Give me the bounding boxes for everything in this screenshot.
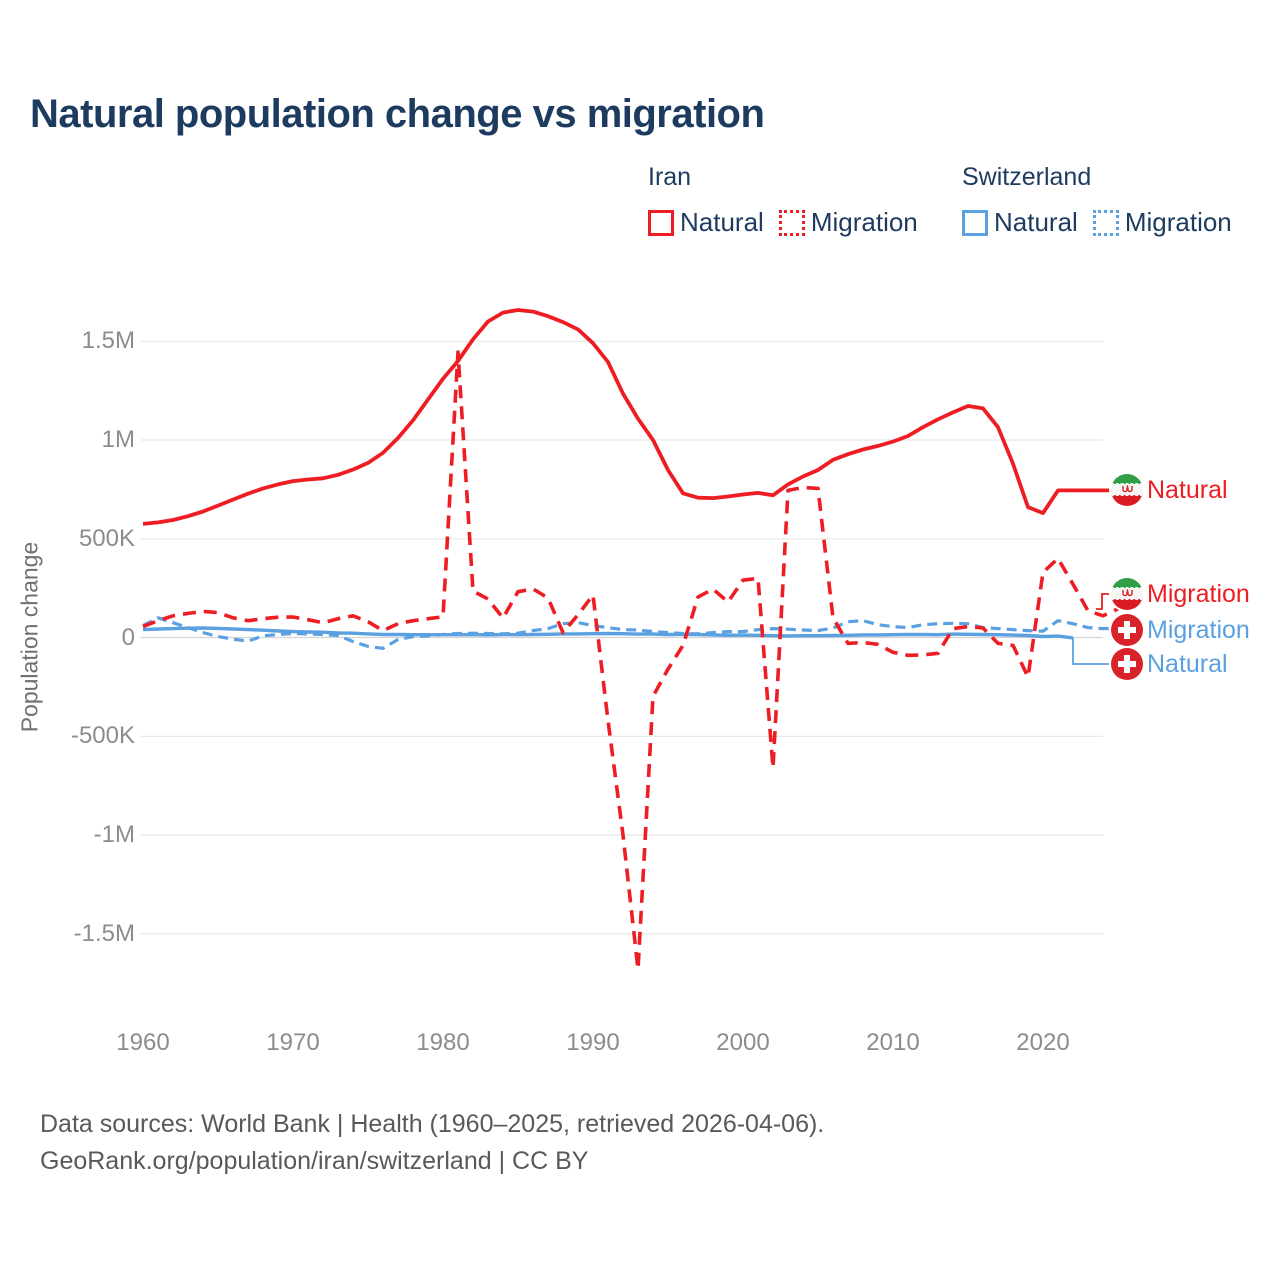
iran-natural-line [143, 310, 1118, 524]
iran-migration-line [143, 352, 1118, 969]
x-axis-tick-2010: 2010 [866, 1029, 920, 1056]
y-axis-tick--500K: -500K [70, 722, 135, 750]
legend-label: Migration [1124, 207, 1232, 237]
end-label-switzerland-migration: Migration [1147, 616, 1250, 644]
iran-flag-icon [1111, 474, 1143, 506]
footer [40, 1106, 824, 1180]
legend-label: Natural [994, 207, 1078, 237]
y-axis-title: Population change [16, 541, 43, 733]
x-axis-tick-2020: 2020 [1016, 1029, 1070, 1056]
legend-label: Natural [680, 207, 764, 237]
page-title: Natural population change vs migration [30, 92, 765, 136]
switzerland-flag-icon [1111, 614, 1143, 646]
x-axis-tick-1970: 1970 [266, 1029, 320, 1056]
y-axis-tick-1.5M: 1.5M [81, 327, 135, 355]
x-axis-tick-2000: 2000 [716, 1029, 770, 1056]
legend-item-switzerland-migration[interactable] [1093, 207, 1232, 238]
end-label-iran-migration: Migration [1147, 580, 1250, 608]
y-axis-tick-500K: 500K [78, 524, 135, 552]
end-label-switzerland-natural: Natural [1147, 650, 1228, 678]
legend-item-switzerland-natural[interactable] [962, 207, 1078, 238]
switzerland-flag-icon [1111, 648, 1143, 680]
switzerland-natural-label-leader [1073, 638, 1113, 664]
footer-data-sources: Data sources: World Bank | Health (1960–2025, retrieved 2026-04-06). [40, 1110, 825, 1138]
legend-swatch-solid-icon [962, 210, 988, 236]
legend-item-iran-natural[interactable] [648, 207, 764, 238]
x-axis-tick-1960: 1960 [116, 1029, 170, 1056]
y-axis-tick--1M: -1M [93, 821, 135, 848]
x-axis-tick-1980: 1980 [416, 1029, 470, 1056]
legend-header-iran: Iran [648, 163, 692, 191]
legend-swatch-solid-icon [648, 210, 674, 236]
y-axis-tick--1.5M: -1.5M [73, 919, 135, 947]
footer-url: GeoRank.org/population/iran/switzerland | CC BY [40, 1147, 589, 1175]
legend-header-switzerland: Switzerland [962, 163, 1092, 191]
legend-group-iran [648, 163, 918, 238]
legend-label: Migration [810, 207, 918, 237]
legend-swatch-dotted-icon [779, 210, 805, 236]
legend-swatch-dotted-icon [1093, 210, 1119, 236]
x-axis-tick-1990: 1990 [566, 1029, 620, 1056]
legend-group-switzerland [962, 163, 1232, 238]
y-axis-tick-0: 0 [121, 623, 135, 651]
end-label-iran-natural: Natural [1147, 476, 1228, 504]
iran-flag-icon [1111, 578, 1143, 610]
y-axis-tick-1M: 1M [101, 426, 135, 453]
legend-item-iran-migration[interactable] [779, 207, 918, 238]
